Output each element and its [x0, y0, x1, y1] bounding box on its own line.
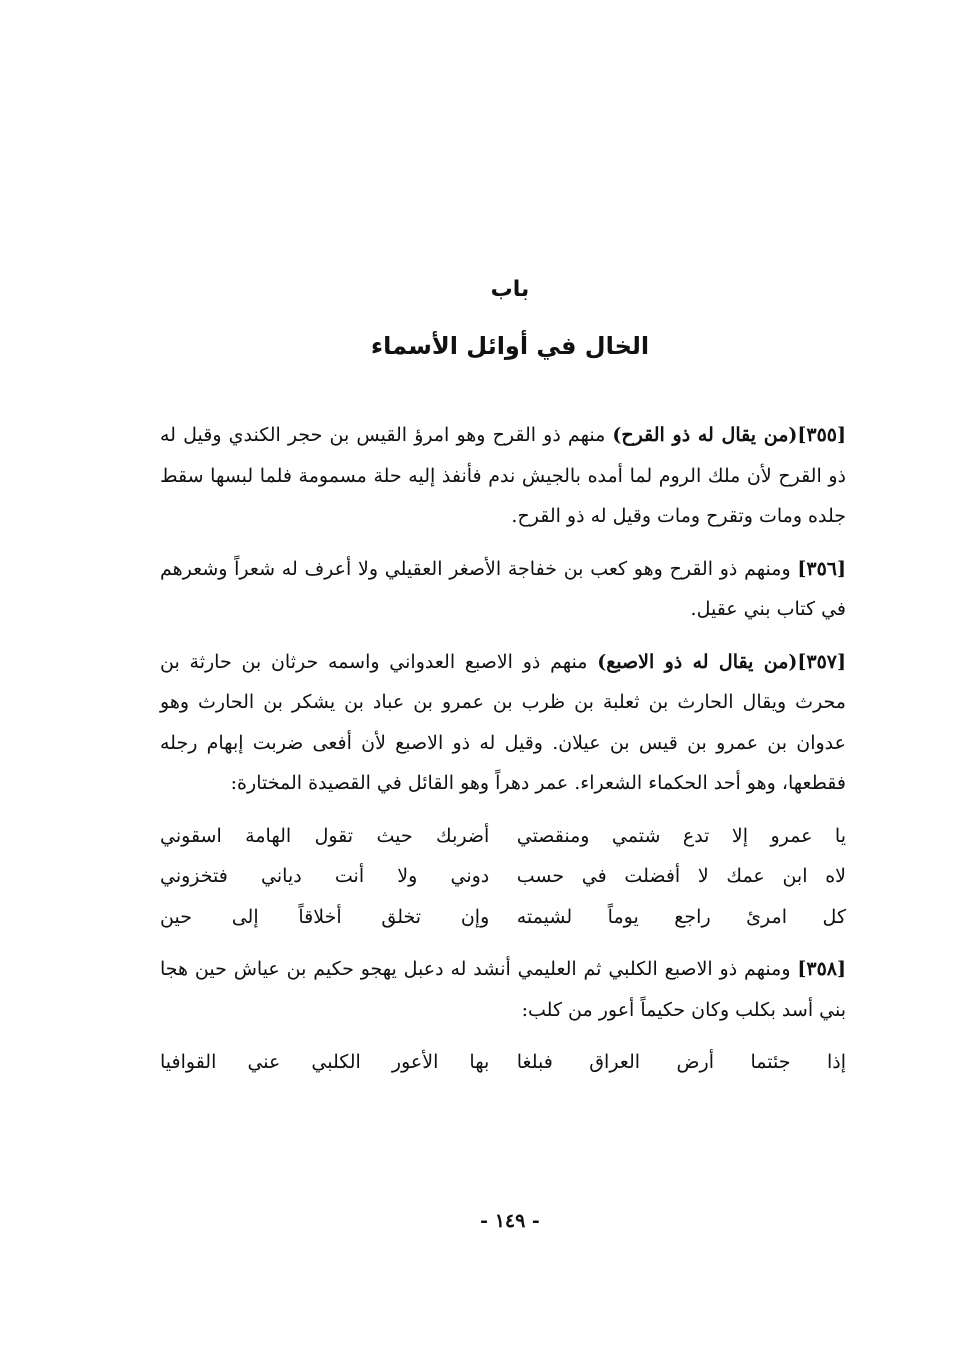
entry-text: ومنهم ذو الاصبع الكلبي ثم العليمي أنشد له دعبل يهجو حكيم بن عياش حين هجا بني أسد بكلب وكان حكيماً أعور من كلب:: [160, 958, 846, 1021]
entry-ref: [٣٥٨]: [797, 958, 846, 980]
entry-358: [160, 949, 846, 1030]
verse-first-hemistich: يا عمرو إلا تدع شتمي ومنقصتي: [516, 824, 846, 847]
poem-block: [160, 816, 846, 938]
entry-356: [160, 549, 846, 630]
verse-first-hemistich: لاه ابن عمك لا أفضلت في حسب: [516, 865, 846, 887]
verse-line: [160, 1042, 846, 1083]
entry-355: [160, 415, 846, 537]
entry-ref: [٣٥٥](من يقال له ذو القرح): [612, 424, 847, 446]
verse-line: [160, 816, 846, 857]
verse-line: [160, 856, 846, 897]
verse-second-hemistich: أضربك حيث تقول الهامة اسقوني: [160, 824, 490, 847]
verse-second-hemistich: وإن تخلق أخلاقاً إلى حين: [160, 905, 490, 928]
entry-text: ومنهم ذو القرح وهو كعب بن خفاجة الأصغر العقيلي ولا أعرف له شعراً وشعرهم في كتاب بني عقيل.: [160, 557, 846, 620]
verse-second-hemistich: دوني ولا أنت دياني فتخزوني: [160, 865, 490, 887]
page-number: - ١٤٩ -: [480, 1210, 540, 1232]
entry-ref: [٣٥٧](من يقال له ذو الاصبع): [597, 650, 846, 673]
entry-text: منهم ذو القرح وهو امرؤ القيس بن حجر الكندي وقيل له ذو القرح لأن ملك الروم لما أمده بالجيش ندم فأنفذ إليه حلة مسمومة فلما لبسها سقط جلده ومات وتقرح ومات وقيل له ذو القرح.: [160, 424, 846, 527]
entry-ref: [٣٥٦]: [797, 557, 846, 580]
entry-357: [160, 642, 846, 804]
chapter-title: الخال في أوائل الأسماء: [370, 332, 650, 360]
verse-line: [160, 897, 846, 938]
verse-second-hemistich: بها الأعور الكلبي عني القوافيا: [160, 1051, 490, 1073]
chapter-label: باب: [490, 277, 530, 302]
body-text: [160, 415, 846, 1095]
poem-block: [160, 1042, 846, 1083]
chapter-header: [300, 270, 720, 368]
verse-first-hemistich: إذا جئتما أرض العراق فبلغا: [516, 1051, 846, 1073]
verse-first-hemistich: كل امرئ راجع يوماً لشيمته: [516, 905, 846, 928]
entry-text: منهم ذو الاصبع العدواني واسمه حرثان بن حارثة بن محرث ويقال الحارث بن ثعلبة بن ظرب بن عمرو بن عباد بن يشكر بن الحارث وهو عدوان بن عمرو بن قيس بن عيلان. وقيل له ذو الاصبع لأن أفعى ضربت إبهام رجله فقطعها، وهو أحد الحكماء الشعراء. عمر دهراً وهو القائل في القصيدة المختارة:: [160, 650, 846, 794]
